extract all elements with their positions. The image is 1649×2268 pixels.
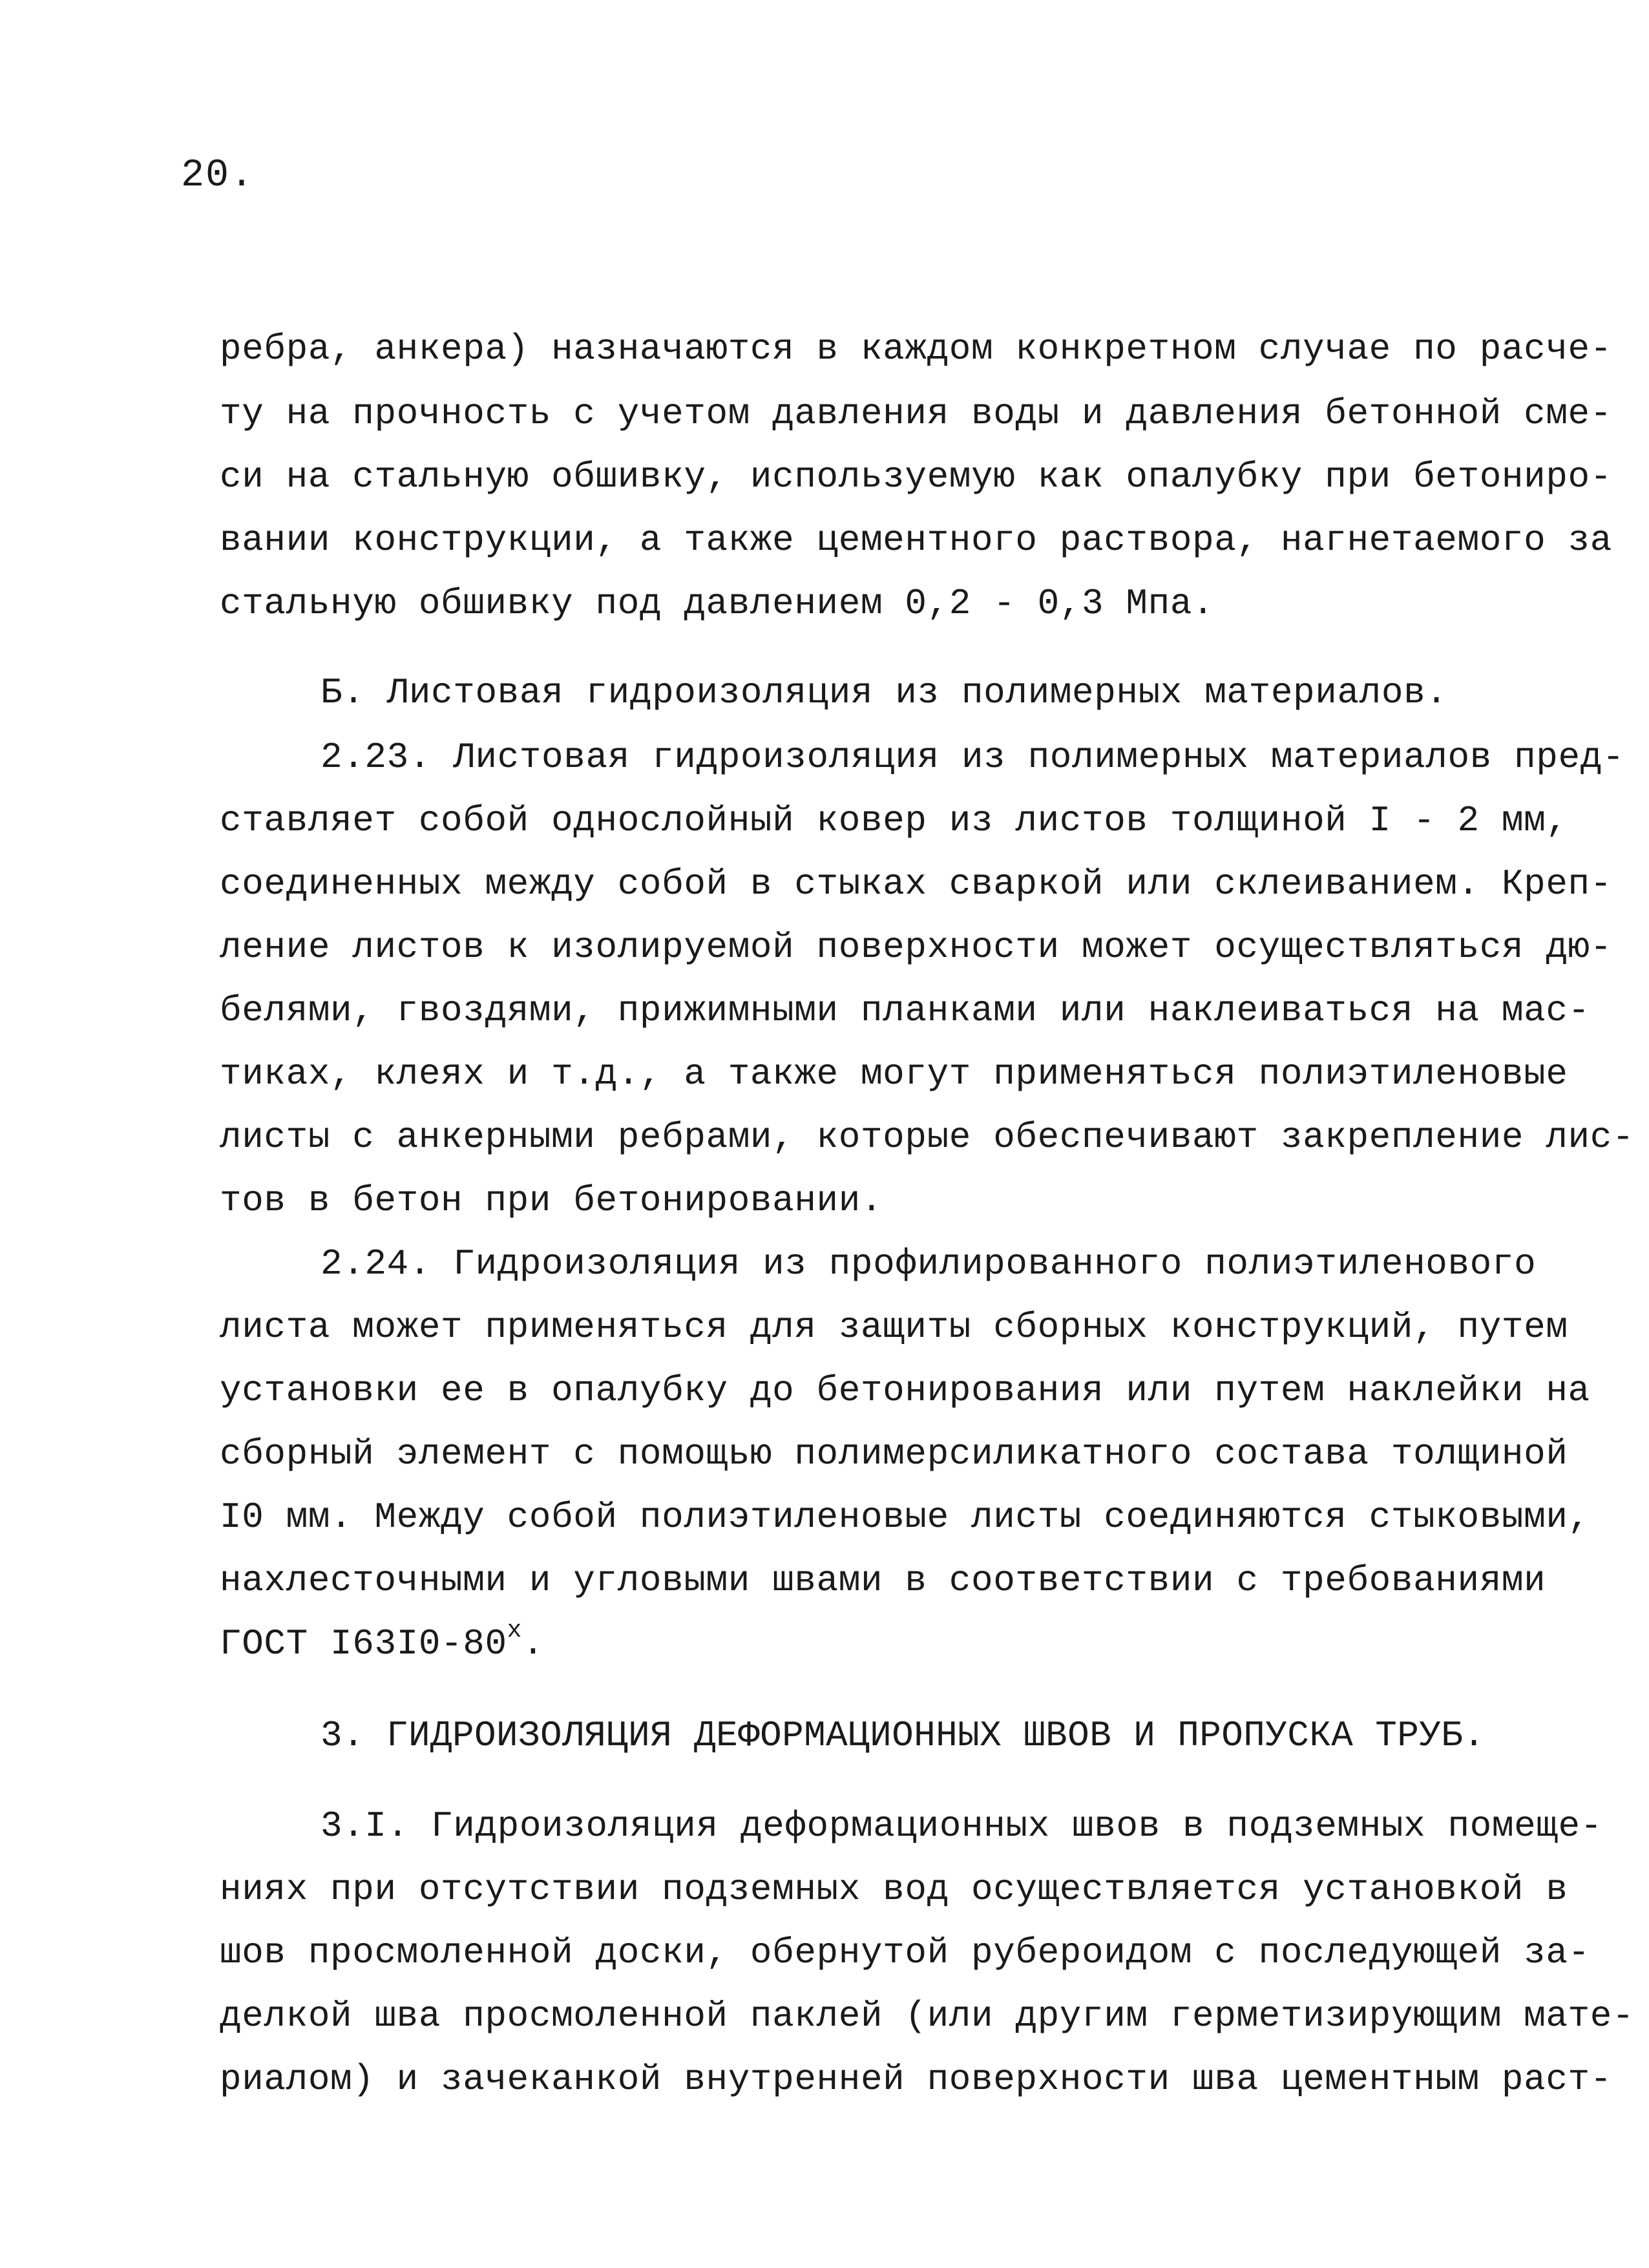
text-line: ставляет собой однослойный ковер из листов толщиной I - 2 мм, xyxy=(220,800,1568,841)
text-line: шов просмоленной доски, обернутой рубероидом с последующей за- xyxy=(220,1932,1590,1973)
gost-superscript: х xyxy=(507,1617,523,1645)
text-line: ребра, анкера) назначаются в каждом конкретном случае по расче- xyxy=(220,328,1612,370)
text-line: I0 мм. Между собой полиэтиленовые листы соединяются стыковыми, xyxy=(220,1496,1590,1538)
text-line: листа может применяться для защиты сборных конструкций, путем xyxy=(220,1307,1568,1348)
text-line: си на стальную обшивку, используемую как опалубку при бетониро- xyxy=(220,456,1612,498)
subsection-title: Б. Листовая гидроизоляция из полимерных материалов. xyxy=(320,672,1448,713)
gost-reference: ГОСТ I63I0-80 xyxy=(220,1623,507,1664)
text-line: соединенных между собой в стыках сваркой или склеиванием. Креп- xyxy=(220,863,1612,905)
text-line: ниях при отсутствии подземных вод осуществляется установкой в xyxy=(220,1869,1568,1910)
text-line: риалом) и зачеканкой внутренней поверхности шва цементным раст- xyxy=(220,2059,1612,2100)
text-line: вании конструкции, а также цементного раствора, нагнетаемого за xyxy=(220,520,1612,561)
gost-end: . xyxy=(522,1623,545,1664)
text-line: делкой шва просмоленной паклей (или другим герметизирующим мате- xyxy=(220,1995,1635,2037)
text-line: белями, гвоздями, прижимными планками или наклеиваться на мас- xyxy=(220,990,1590,1031)
text-line: тиках, клеях и т.д., а также могут применяться полиэтиленовые xyxy=(220,1053,1568,1095)
text-line: нахлесточными и угловыми швами в соответствии с требованиями xyxy=(220,1560,1546,1601)
text-line: 2.24. Гидроизоляция из профилированного полиэтиленового xyxy=(320,1243,1537,1285)
section-title: 3. ГИДРОИЗОЛЯЦИЯ ДЕФОРМАЦИОННЫХ ШВОВ И ПРОПУСКА ТРУБ. xyxy=(320,1715,1486,1756)
text-line: тов в бетон при бетонировании. xyxy=(220,1180,883,1221)
text-line: установки ее в опалубку до бетонирования или путем наклейки на xyxy=(220,1370,1590,1411)
text-line: стальную обшивку под давлением 0,2 - 0,3 Мпа. xyxy=(220,583,1215,624)
page-number: 20. xyxy=(181,154,255,198)
text-line: ление листов к изолируемой поверхности может осуществляться дю- xyxy=(220,927,1612,968)
text-line: листы с анкерными ребрами, которые обеспечивают закрепление лис- xyxy=(220,1117,1635,1158)
gost-reference-line xyxy=(220,1618,544,1670)
text-line: 2.23. Листовая гидроизоляция из полимерных материалов пред- xyxy=(320,737,1625,778)
text-line: 3.I. Гидроизоляция деформационных швов в подземных помеще- xyxy=(320,1805,1602,1847)
text-line: сборный элемент с помощью полимерсиликатного состава толщиной xyxy=(220,1433,1568,1475)
text-line: ту на прочность с учетом давления воды и давления бетонной сме- xyxy=(220,393,1612,434)
